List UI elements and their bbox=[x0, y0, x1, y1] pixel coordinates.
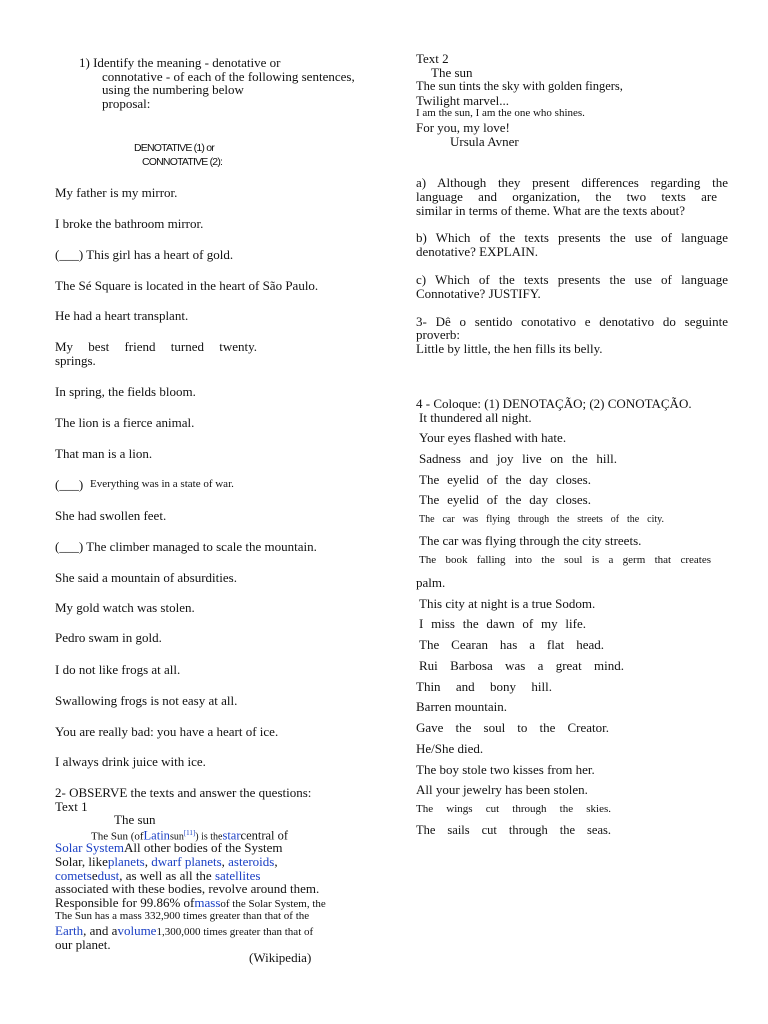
poem-line: The sun tints the sky with golden fingers, bbox=[416, 79, 623, 93]
q4-item: The eyelid of the day closes. bbox=[419, 472, 591, 487]
sentence: My father is my mirror. bbox=[55, 185, 178, 200]
q1-line-4: proposal: bbox=[102, 96, 151, 111]
link-comets[interactable]: comets bbox=[55, 868, 92, 883]
q4-item: Thin and bony hill. bbox=[416, 679, 552, 694]
q4-item: Your eyes flashed with hate. bbox=[419, 430, 567, 445]
sentence: That man is a lion. bbox=[55, 446, 153, 461]
qb-line: denotative? EXPLAIN. bbox=[416, 244, 539, 259]
text1-fragment: of the Solar System, the bbox=[220, 898, 326, 910]
sentence: Swallowing frogs is not easy at all. bbox=[55, 693, 238, 708]
q1-line-1: 1) Identify the meaning - denotative or bbox=[79, 55, 281, 70]
text1-fragment: central of bbox=[240, 828, 289, 843]
text1-line-7: The Sun has a mass 332,900 times greater than that of the bbox=[55, 910, 310, 922]
q4-item: All your jewelry has been stolen. bbox=[416, 782, 588, 797]
text1-fragment: The Sun (of bbox=[91, 830, 144, 843]
text1-label: Text 1 bbox=[55, 799, 88, 814]
sentence: Pedro swam in gold. bbox=[55, 630, 162, 645]
sentence: I do not like frogs at all. bbox=[55, 662, 181, 677]
sentence: The Sé Square is located in the heart of São Paulo. bbox=[55, 278, 319, 293]
link-dwarf-planets[interactable]: dwarf planets bbox=[151, 854, 222, 869]
qa-line: similar in terms of theme. What are the texts about? bbox=[416, 203, 686, 218]
sentence: She said a mountain of absurdities. bbox=[55, 570, 237, 585]
q3-line: proverb: bbox=[416, 327, 461, 342]
sentence: In spring, the fields bloom. bbox=[55, 384, 196, 399]
sentence: Everything was in a state of war. bbox=[90, 478, 234, 490]
q1-line-2: connotative - of each of the following sentences, bbox=[102, 69, 355, 84]
q4-item: The sails cut through the seas. bbox=[416, 823, 611, 837]
denotative-label: DENOTATIVE (1) or bbox=[134, 142, 214, 154]
poem-line: Twilight marvel... bbox=[416, 93, 509, 108]
text1-fragment: e bbox=[91, 868, 98, 883]
q4-item: The wings cut through the skies. bbox=[416, 803, 611, 815]
connotative-label: CONNOTATIVE (2): bbox=[142, 156, 223, 168]
sentence: You are really bad: you have a heart of ice. bbox=[55, 724, 279, 739]
poem-author: Ursula Avner bbox=[450, 134, 519, 149]
sentence: (___) This girl has a heart of gold. bbox=[55, 247, 234, 262]
q4-item: The book falling into the soul is a germ that creates bbox=[419, 554, 711, 566]
sentence: I broke the bathroom mirror. bbox=[55, 216, 204, 231]
text1-fragment: , as well as all the bbox=[119, 868, 212, 883]
link-earth[interactable]: Earth bbox=[55, 923, 84, 938]
q4-item: The Cearan has a flat head. bbox=[419, 637, 604, 652]
q4-item: He/She died. bbox=[416, 741, 484, 756]
text1-title: The sun bbox=[114, 812, 156, 827]
text1-fragment: All other bodies of the System bbox=[123, 840, 283, 855]
link-satellites[interactable]: satellites bbox=[214, 868, 261, 883]
link-star[interactable]: star bbox=[222, 828, 241, 843]
q3-proverb: Little by little, the hen fills its belly. bbox=[416, 341, 603, 356]
qc-line: c) Which of the texts presents the use of language bbox=[416, 272, 728, 287]
q4-item: It thundered all night. bbox=[419, 410, 532, 425]
sentence: I always drink juice with ice. bbox=[55, 754, 206, 769]
link-volume[interactable]: volume bbox=[117, 923, 157, 938]
text1-fragment: 1,300,000 times greater than that of bbox=[156, 926, 314, 938]
q4-item: I miss the dawn of my life. bbox=[419, 616, 586, 631]
qa-line: language and organization, the two texts are bbox=[416, 189, 717, 204]
text1-line-3: Solar, likeplanets, dwarf planets, asteroids, bbox=[55, 854, 278, 869]
q4-item: The car was flying through the streets of the city. bbox=[419, 514, 664, 525]
text1-line-9: our planet. bbox=[55, 937, 111, 952]
poem-line: For you, my love! bbox=[416, 120, 510, 135]
q4-item: palm. bbox=[416, 575, 446, 590]
link-planets[interactable]: planets bbox=[107, 854, 145, 869]
text1-line-2 bbox=[55, 840, 283, 855]
text1-fragment: Solar, like bbox=[55, 854, 108, 869]
reference-link[interactable]: [11] bbox=[183, 829, 196, 837]
q4-item: The eyelid of the day closes. bbox=[419, 492, 591, 507]
sentence: My best friend turned twenty. bbox=[55, 339, 257, 354]
text1-fragment: ) is the bbox=[195, 831, 223, 843]
text1-fragment: Responsible for 99.86% of bbox=[55, 895, 195, 910]
sentence: springs. bbox=[55, 353, 96, 368]
qa-line: a) Although they present differences regarding the bbox=[416, 175, 728, 190]
poem-line: I am the sun, I am the one who shines. bbox=[416, 107, 585, 119]
sentence: The lion is a fierce animal. bbox=[55, 415, 195, 430]
qb-line: b) Which of the texts presents the use of language bbox=[416, 230, 728, 245]
link-solar-system[interactable]: Solar System bbox=[55, 840, 124, 855]
source-citation: (Wikipedia) bbox=[249, 950, 312, 965]
q4-item: The car was flying through the city streets. bbox=[419, 533, 642, 548]
text1-fragment: sun bbox=[169, 831, 184, 843]
q3-line: 3- Dê o sentido conotativo e denotativo do seguinte bbox=[416, 314, 728, 329]
q4-item: Sadness and joy live on the hill. bbox=[419, 451, 617, 466]
q4-item: Rui Barbosa was a great mind. bbox=[419, 658, 624, 673]
text1-line-6 bbox=[55, 895, 326, 911]
text2-label: Text 2 bbox=[416, 51, 449, 66]
sentence: My gold watch was stolen. bbox=[55, 600, 195, 615]
text1-line-5: associated with these bodies, revolve around them. bbox=[55, 881, 320, 896]
sentence: (___) The climber managed to scale the mountain. bbox=[55, 539, 317, 554]
link-dust[interactable]: dust bbox=[97, 868, 120, 883]
sentence: He had a heart transplant. bbox=[55, 308, 189, 323]
answer-blank: (___) bbox=[55, 477, 84, 492]
link-asteroids[interactable]: asteroids bbox=[228, 854, 275, 869]
q4-item: This city at night is a true Sodom. bbox=[419, 596, 596, 611]
q4-item: Gave the soul to the Creator. bbox=[416, 720, 609, 735]
text2-title: The sun bbox=[431, 65, 473, 80]
q4-item: The boy stole two kisses from her. bbox=[416, 762, 595, 777]
q4-heading: 4 - Coloque: (1) DENOTAÇÃO; (2) CONOTAÇÃO. bbox=[416, 396, 692, 411]
q1-line-3: using the numbering below bbox=[102, 82, 244, 97]
q2-heading: 2- OBSERVE the texts and answer the questions: bbox=[55, 785, 312, 800]
link-latin[interactable]: Latin bbox=[143, 828, 170, 843]
sentence: She had swollen feet. bbox=[55, 508, 167, 523]
link-mass[interactable]: mass bbox=[194, 895, 221, 910]
text1-fragment: , and a bbox=[83, 923, 118, 938]
q4-item: Barren mountain. bbox=[416, 699, 507, 714]
qc-line: Connotative? JUSTIFY. bbox=[416, 286, 541, 301]
